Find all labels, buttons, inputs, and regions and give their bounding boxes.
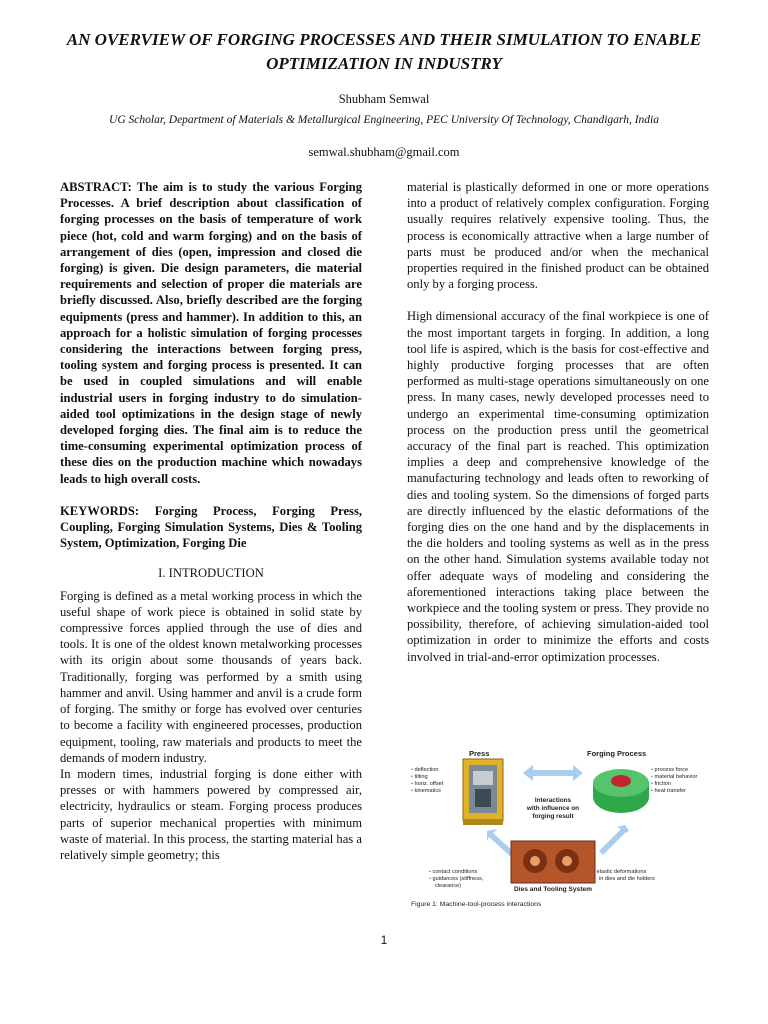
press-properties	[411, 767, 444, 794]
press-item: • horiz. offset	[411, 781, 444, 787]
dies-item: • elastic deformations	[593, 869, 647, 875]
dies-item: • contact conditions	[429, 869, 478, 875]
svg-text:forging result: forging result	[532, 813, 574, 820]
abstract: ABSTRACT: The aim is to study the various Forging Processes. A brief description about classification of forging processes on the basis of temperature of work piece (hot, cold and warm forging) and on the basis of arrangement of dies (open, impression and closed die forging) is given. Die design parameters, die material requirements and selection of proper die materials are briefly discussed. Also, briefly described are the forging equipments (press and hammer). In addition to this, an approach for a holistic simulation of forging processes considering the interactions between forging press, tooling system and forging process is presented. It can be used in coupled simulations and will enable industrial users in forging industry to do simulation-aided tool optimizations in the design stage of newly developed forging dies. The final aim is to reduce the time-consuming experimental optimization process of these dies on the production machine which nowadays leads to high overall costs.	[60, 180, 362, 486]
process-item: • heat transfer	[651, 788, 686, 794]
interaction-center-label	[526, 797, 579, 820]
dies-tooling-label: Dies and Tooling System	[514, 886, 592, 893]
process-item: • friction	[651, 781, 671, 787]
section-heading-introduction: I. INTRODUCTION	[158, 566, 264, 581]
arrow-icon	[599, 825, 629, 855]
intro-paragraph-3: material is plastically deformed in one or more operations into a product of relatively complex configuration. Forging usually requires relatively expensive tooling. Thus, the process is economically attractive when a large number of parts must be produced and/or when the mechanical properties required in the finished product can be obtained only by a forging process.	[407, 180, 709, 292]
process-item: • process force	[651, 767, 689, 773]
author-email: semwal.shubham@gmail.com	[308, 145, 460, 159]
dies-item: • guidances (stiffness,	[429, 876, 484, 882]
process-properties	[651, 767, 698, 794]
dies-left-properties	[429, 869, 484, 889]
intro-paragraph-2: In modern times, industrial forging is done either with presses or with hammers powered by compressed air, electricity, hydraulics or steam. Forging process produces parts of superior mechanical properties with minimum waste of material. In this process, the starting material has a relatively simple geometry; this	[60, 766, 362, 862]
press-illustration	[463, 759, 503, 825]
figure-machine-tool-process	[407, 745, 709, 913]
svg-text:Interactions: Interactions	[534, 797, 572, 804]
forging-process-label: Forging Process	[587, 749, 647, 758]
press-item: • kinematics	[411, 788, 441, 794]
intro-paragraph-4: High dimensional accuracy of the final workpiece is one of the most important targets in forging. In addition, a long tool life is aspired, which is the basis for cost-effective and highly productive forging processes that are often performed as multi-stage operations simultaneously on one press. In many cases, newly developed processes need to undergo an experimental time-consuming optimization process on the production press until the geometrical accuracy of the final part is reached. This optimization implies a deep and comprehensive knowledge of the manufacturing technology and leads often to reworking of dies and tooling system. So the dimensions of forged parts are directly influenced by the elastic deformations of the forging dies on the one hand and by the displacements in the die holders and tooling systems as well as in the press on the other hand. Simulation systems available today not offer adequate ways of modeling and considering the aforementioned interactions taking place between the workpiece and the tooling system or press. They provide no possibility, therefore, of achieving simulation-aided tool optimization in order to minimize the efforts and costs involved in trial-and-error optimization processes.	[407, 309, 709, 664]
press-item: • deflection	[411, 767, 439, 773]
right-column	[407, 179, 709, 665]
page-number: 1	[380, 933, 388, 947]
double-arrow-icon	[523, 765, 583, 781]
press-item: • tilting	[411, 774, 428, 780]
process-item: • material behavior	[651, 774, 698, 780]
paper-title: AN OVERVIEW OF FORGING PROCESSES AND THEIR SIMULATION TO ENABLE OPTIMIZATION IN INDUSTRY	[66, 30, 702, 73]
keywords: KEYWORDS: Forging Process, Forging Press, Coupling, Forging Simulation Systems, Dies & Tooling System, Optimization, Forging Die	[60, 503, 362, 551]
dies-tooling-illustration	[511, 841, 595, 883]
forging-process-illustration	[593, 769, 649, 813]
dies-item: clearance)	[435, 883, 462, 889]
figure-caption: Figure 1: Machine-tool-process interactions	[411, 901, 542, 908]
left-column	[60, 179, 362, 863]
author-affiliation: UG Scholar, Department of Materials & Metallurgical Engineering, PEC University Of Technology, Chandigarh, India	[109, 114, 659, 126]
author-name: Shubham Semwal	[338, 92, 430, 106]
intro-paragraph-1: Forging is defined as a metal working process in which the useful shape of work piece is obtained in solid state by compressive forces applied through the use of dies and tools. It is one of the oldest known metalworking processes with its origin about some thousands of years back. Traditionally, forging was performed by a smith using hammer and anvil. Using hammer and anvil is a crude form of forging. The smithy or forge has evolved over centuries to become a facility with engineered processes, production equipment, tooling, raw materials and products to meet the demands of modern industry.	[60, 588, 362, 765]
dies-item: in dies and die holders	[599, 876, 655, 882]
svg-text:with influence on: with influence on	[526, 805, 580, 812]
dies-right-properties	[593, 869, 655, 882]
press-label: Press	[469, 749, 490, 758]
